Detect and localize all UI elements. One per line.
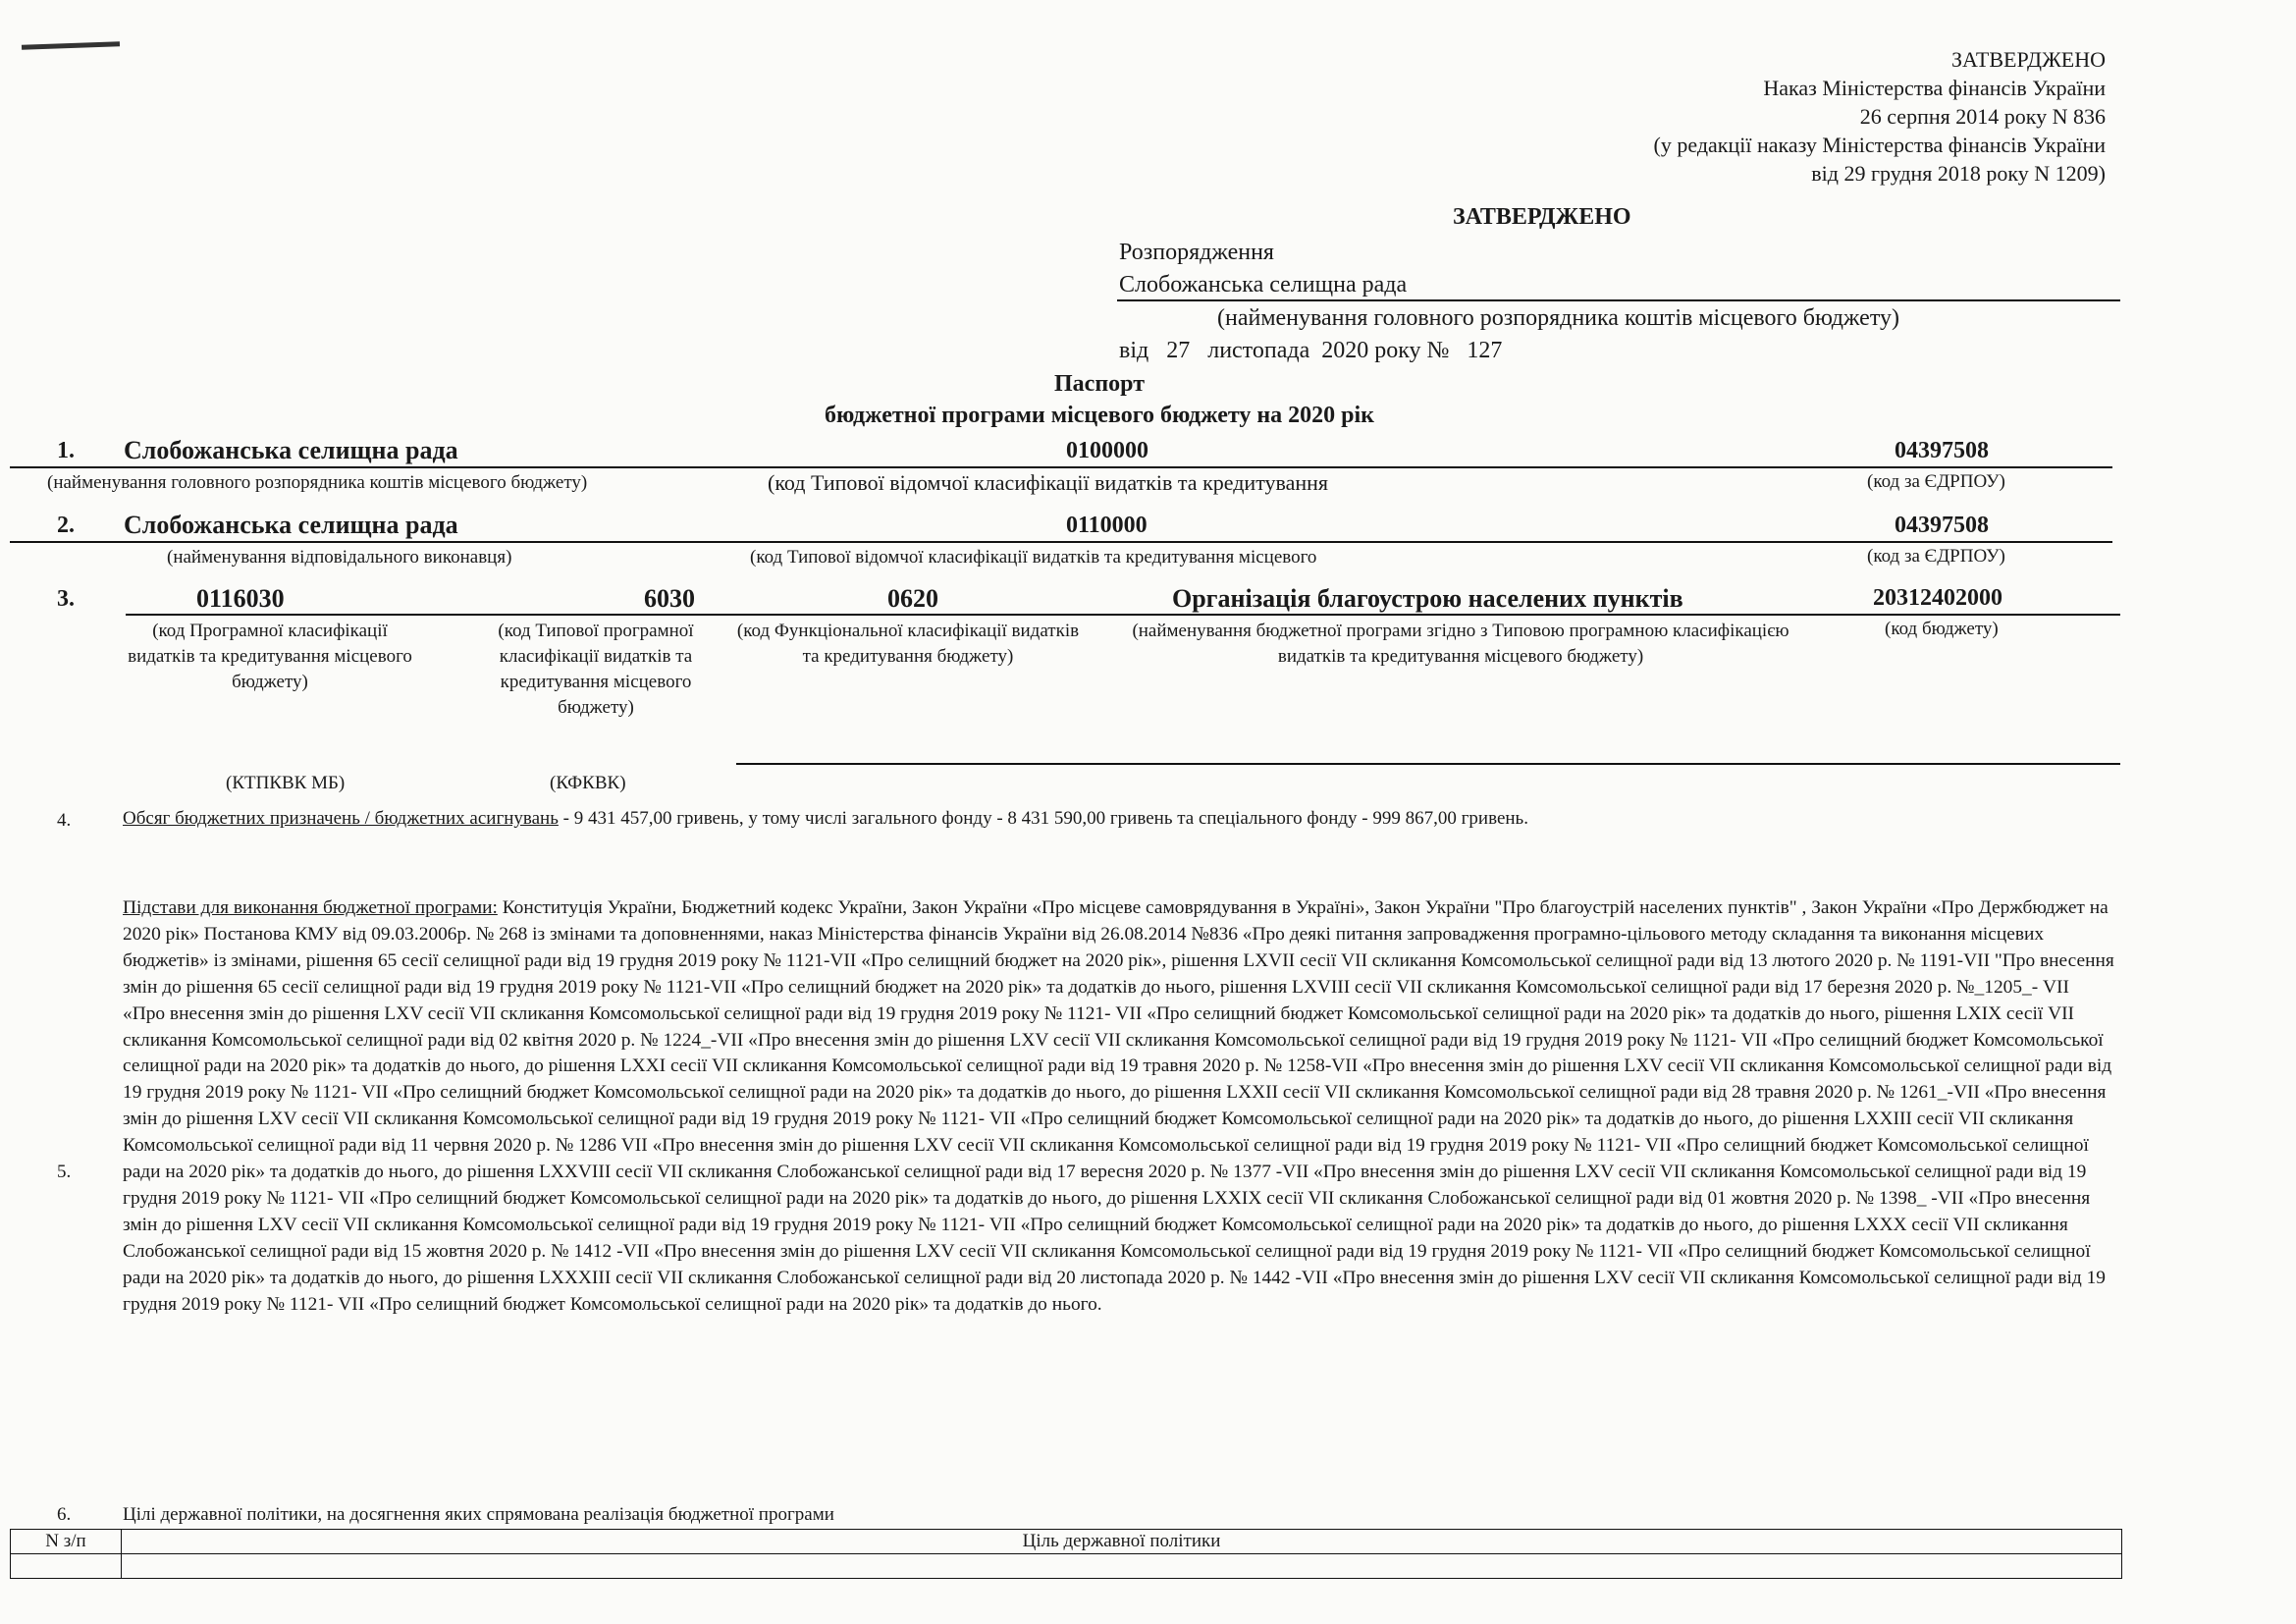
section5-number: 5. <box>57 1162 72 1182</box>
approval-org-caption: (найменування головного розпорядника коштів місцевого бюджету) <box>1217 305 1899 331</box>
row2-number: 2. <box>57 513 75 538</box>
row3-caption-ktpkvk: (код Програмної класифікації видатків та кредитування місцевого бюджету) <box>128 621 412 692</box>
approval-org: Слобожанська селищна рада <box>1119 272 1408 298</box>
table-row <box>11 1554 2122 1579</box>
row1-caption-edrpou: (код за ЄДРПОУ) <box>1867 471 2005 492</box>
table-cell-num <box>11 1554 122 1579</box>
approval-doc-type: Розпорядження <box>1119 240 1274 265</box>
section4-label: Обсяг бюджетних призначень / бюджетних асигнувань <box>123 808 559 829</box>
row1-edrpou: 04397508 <box>1895 438 1989 463</box>
passport-subtitle: бюджетної програми місцевого бюджету на 2020 рік <box>825 403 1374 428</box>
section4-text <box>123 808 1528 830</box>
table-header-goal: Ціль державної політики <box>122 1530 2122 1554</box>
row2-caption-edrpou: (код за ЄДРПОУ) <box>1867 546 2005 567</box>
row3-number: 3. <box>57 586 75 612</box>
section5-label: Підстави для виконання бюджетної програми: <box>123 897 498 918</box>
approval-stamp-edition: (у редакції наказу Міністерства фінансів України <box>1653 133 2106 157</box>
row3-caption-kfkvk: (код Типової програмної класифікації видатків та кредитування місцевого бюджету) <box>498 621 694 718</box>
approval-stamp-edition-date: від 29 грудня 2018 року N 1209) <box>1811 161 2106 186</box>
row3-caption-budget: (код бюджету) <box>1885 619 1999 639</box>
section4-number: 4. <box>57 810 72 831</box>
row2-underline <box>10 541 2112 543</box>
table-header-num: N з/п <box>11 1530 122 1554</box>
row1-caption-name: (найменування головного розпорядника коштів місцевого бюджету) <box>47 472 588 493</box>
section5-basis <box>123 895 2115 1319</box>
row3-ktpkvk: 0116030 <box>196 584 285 613</box>
row2-edrpou: 04397508 <box>1895 513 1989 538</box>
row3-func: 0620 <box>887 584 938 613</box>
table-header-row <box>11 1530 2122 1554</box>
section6-number: 6. <box>57 1504 72 1525</box>
scan-mark <box>22 41 120 49</box>
row2-caption-code: (код Типової відомчої класифікації видатків та кредитування місцевого <box>750 547 1317 568</box>
row2-code: 0110000 <box>1066 513 1148 538</box>
approval-block-title: ЗАТВЕРДЖЕНО <box>1453 204 1631 230</box>
section6-title: Цілі державної політики, на досягнення яких спрямована реалізація бюджетної програми <box>123 1504 834 1525</box>
row1-number: 1. <box>57 438 75 463</box>
approval-org-underline <box>1117 299 2120 301</box>
row3-kfkvk: 6030 <box>644 584 695 613</box>
row1-name: Слобожанська селищна рада <box>124 436 458 464</box>
row1-code: 0100000 <box>1066 438 1148 463</box>
approval-stamp-title: ЗАТВЕРДЖЕНО <box>1950 47 2106 72</box>
row3-budget-code: 20312402000 <box>1873 585 2002 611</box>
section4-amounts: - 9 431 457,00 гривень, у тому числі загального фонду - 8 431 590,00 гривень та спеціального фонду - 999 867,00 гривень. <box>558 808 1528 829</box>
row1-underline <box>10 466 2112 468</box>
approval-date-line: від 27 листопада 2020 року № 127 <box>1119 338 1503 363</box>
row3-caption-func: (код Функціональної класифікації видатків та кредитування бюджету) <box>736 621 1080 667</box>
row1-caption-code: (код Типової відомчої класифікації видатків та кредитування <box>768 470 1329 495</box>
row3-caption-program: (найменування бюджетної програми згідно з Типовою програмною класифікацією видатків та кредитування місцевого бюджету) <box>1132 621 1789 667</box>
approval-stamp-order-date: 26 серпня 2014 року N 836 <box>1859 104 2106 129</box>
policy-goals-table <box>10 1529 2122 1579</box>
row3-bottom-line <box>736 763 2120 765</box>
row2-caption-name: (найменування відповідального виконавця) <box>167 547 512 568</box>
row3-abbr-kfkvk: (КФКВК) <box>550 773 626 793</box>
passport-title: Паспорт <box>1054 371 1145 397</box>
row2-name: Слобожанська селищна рада <box>124 511 458 539</box>
section5-text: Конституція України, Бюджетний кодекс України, Закон України «Про місцеве самоврядування в Україні», Закон України "Про благоустрій населених пунктів" , Закон України «Про Держбюджет на 2020 рік» Постанова КМУ від 09.03.2006р. № 268 із змінами та доповненнями, наказ Міністерства фінансів України від 26.08.2014 №836 «Про деякі питання запровадження програмно-цільового методу складання та виконання місцевих бюджетів» із змінами, рішення 65 сесії селищної ради від 19 грудня 2019 року № 1121-VII «Про селищний бюджет на 2020 рік», рішення LXVII сесії VII скликання Комсомольської селищної ради від 13 лютого 2020 р. № 1191-VII "Про внесення змін до рішення 65 сесії селищної ради від 19 грудня 2019 року № 1121-VII «Про селищний бюджет на 2020 рік» та додатків до нього, рішення LXVIII сесії VII скликання Комсомольської селищної ради від 17 березня 2020 р. №_1205_- VII «Про внесення змін до рішення LXV сесії VII скликання Комсомольської селищної ради від 19 грудня 2019 року № 1121- VII «Про селищний бюджет Комсомольської селищної ради на 2020 рік» та додатків до нього, рішення LXIX сесії VII скликання Комсомольської селищної ради від 02 квітня 2020 р. № 1224_-VII «Про внесення змін до рішення LXV сесії VII скликання Комсомольської селищної ради від 19 грудня 2019 року № 1121- VII «Про селищний бюджет Комсомольської селищної ради на 2020 рік» та додатків до нього, до рішення LXXI сесії VII скликання Комсомольської селищної ради від 19 травня 2020 р. № 1258-VII «Про внесення змін до рішення LXV сесії VII скликання Комсомольської селищної ради від 19 грудня 2019 року № 1121- VII «Про селищний бюджет Комсомольської селищної ради на 2020 рік» та додатків до нього, до рішення LXXII сесії VII скликання Комсомольської селищної ради від 28 травня 2020 р. № 1261_-VII «Про внесення змін до рішення LXV сесії VII скликання Комсомольської селищної ради від 19 грудня 2019 року № 1121- VII «Про селищний бюджет Комсомольської селищної ради на 2020 рік» та додатків до нього, до рішення LXXIII сесії VII скликання Комсомольської селищної ради від 11 червня 2020 р. № 1286 VII «Про внесення змін до рішення LXV сесії VII скликання Комсомольської селищної ради від 19 грудня 2019 року № 1121- VII «Про селищний бюджет Комсомольської селищної ради на 2020 рік» та додатків до нього, до рішення LXXVIII сесії VII скликання Слобожанської селищної ради від 17 вересня 2020 р. № 1377 -VII «Про внесення змін до рішення LXV сесії VII скликання Комсомольської селищної ради від 19 грудня 2019 року № 1121- VII «Про селищний бюджет Комсомольської селищної ради на 2020 рік» та додатків до нього, до рішення LXXIX сесії VII скликання Слобожанської селищної ради від 01 жовтня 2020 р. № 1398_ -VII «Про внесення змін до рішення LXV сесії VII скликання Комсомольської селищної ради від 19 грудня 2019 року № 1121- VII «Про селищний бюджет Комсомольської селищної ради на 2020 рік» та додатків до нього, до рішення LXXX сесії VII скликання Слобожанської селищної ради від 15 жовтня 2020 р. № 1412 -VII «Про внесення змін до рішення LXV сесії VII скликання Комсомольської селищної ради від 19 грудня 2019 року № 1121- VII «Про селищний бюджет Комсомольської селищної ради на 2020 рік» та додатків до нього, до рішення LXXXIII сесії VII скликання Слобожанської селищної ради від 20 листопада 2020 р. № 1442 -VII «Про внесення змін до рішення LXV сесії VII скликання Комсомольської селищної ради від 19 грудня 2019 року № 1121- VII «Про селищний бюджет Комсомольської селищної ради на 2020 рік» та додатків до нього. <box>123 897 2114 1315</box>
bleed-through <box>147 61 152 81</box>
row3-abbr-ktpkvk: (КТПКВК МБ) <box>226 773 346 793</box>
row3-underline <box>126 614 2120 616</box>
approval-stamp-order: Наказ Міністерства фінансів України <box>1763 76 2106 100</box>
row3-program-name: Організація благоустрою населених пунктів <box>1172 584 1683 613</box>
approval-stamp <box>1654 45 2106 188</box>
table-cell-goal <box>122 1554 2122 1579</box>
